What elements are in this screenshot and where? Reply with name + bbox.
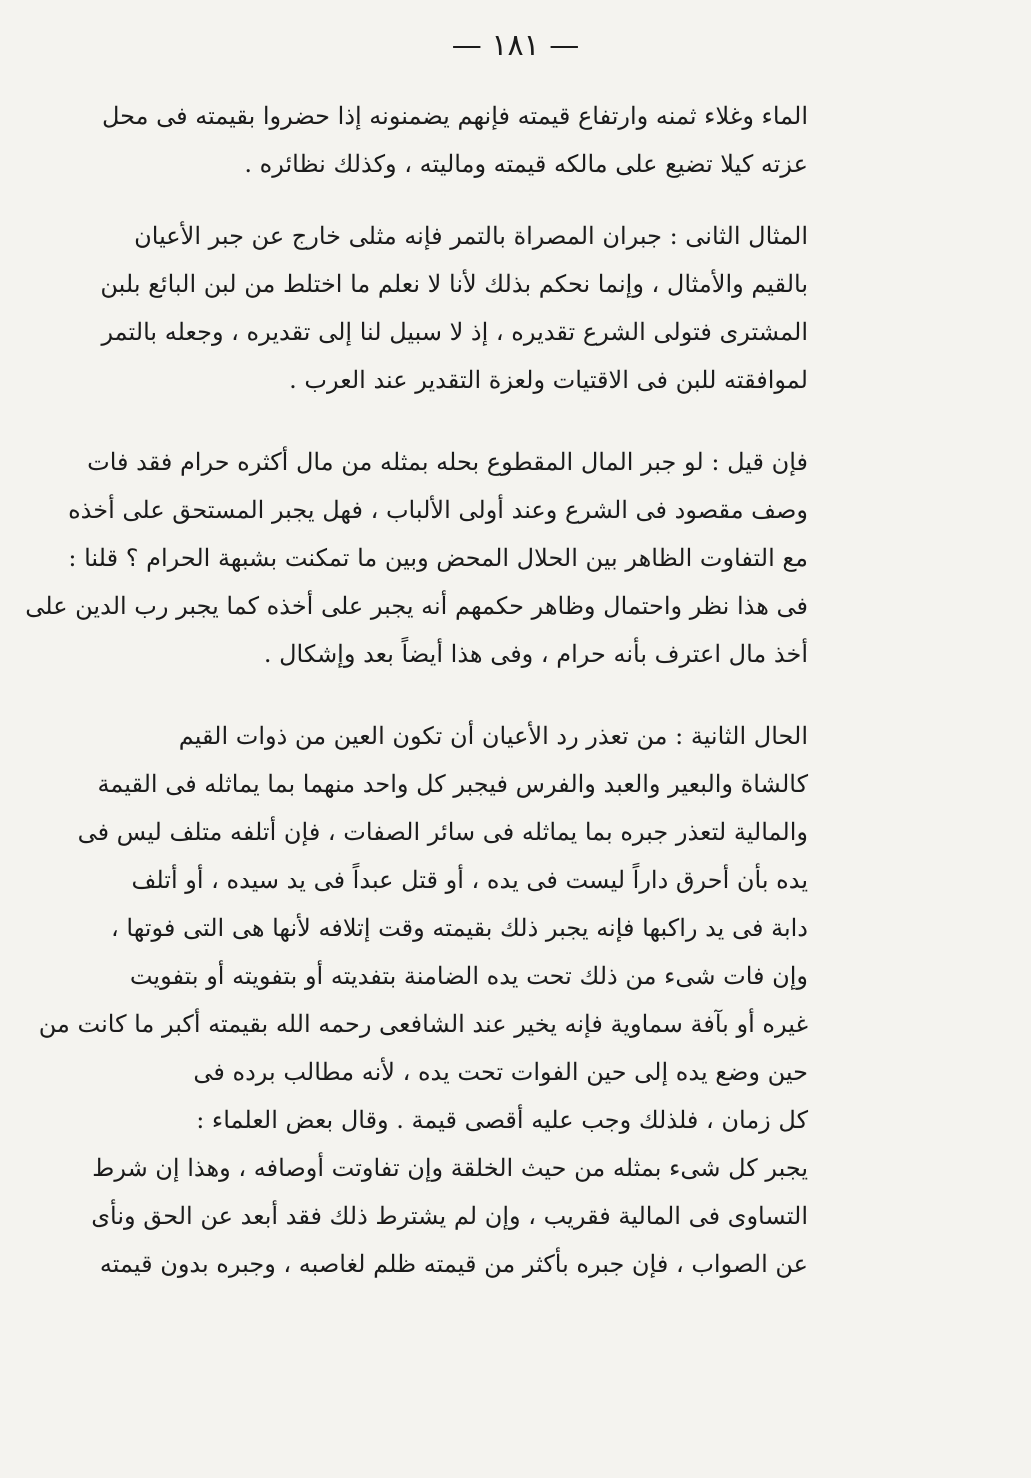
paragraph-4 bbox=[38, 712, 808, 1288]
text-line: عزته كيلا تضيع على مالكه قيمته وماليته ، وكذلك نظائره . bbox=[244, 150, 808, 178]
text-line: وإن فات شىء من ذلك تحت يده الضامنة بتفديته أو بتفويته أو بتفويت bbox=[129, 962, 808, 990]
text-line: لموافقته للبن فى الاقتيات ولعزة التقدير عند العرب . bbox=[289, 366, 808, 394]
text-line: مع التفاوت الظاهر بين الحلال المحض وبين ما تمكنت بشبهة الحرام ؟ قلنا : bbox=[68, 544, 808, 572]
text-line: التساوى فى المالية فقريب ، وإن لم يشترط ذلك فقد أبعد عن الحق ونأى bbox=[91, 1202, 808, 1230]
text-line: غيره أو بآفة سماوية فإنه يخير عند الشافعى رحمه الله بقيمته أكبر ما كانت من bbox=[38, 1010, 808, 1038]
text-line: يده بأن أحرق داراً ليست فى يده ، أو قتل عبداً فى يد سيده ، أو أتلف bbox=[131, 866, 808, 894]
text-line: الحال الثانية : من تعذر رد الأعيان أن تكون العين من ذوات القيم bbox=[178, 722, 808, 750]
text-line: فى هذا نظر واحتمال وظاهر حكمهم أنه يجبر على أخذه كما يجبر رب الدين على bbox=[25, 592, 808, 620]
paragraph-2 bbox=[100, 212, 808, 404]
text-line: المثال الثانى : جبران المصراة بالتمر فإنه مثلى خارج عن جبر الأعيان bbox=[134, 222, 808, 250]
text-line: كل زمان ، فلذلك وجب عليه أقصى قيمة . وقال بعض العلماء : bbox=[196, 1106, 808, 1134]
text-line: دابة فى يد راكبها فإنه يجبر ذلك بقيمته وقت إتلافه لأنها هى التى فوتها ، bbox=[111, 914, 808, 942]
text-line: فإن قيل : لو جبر المال المقطوع بحله بمثله من مال أكثره حرام فقد فات bbox=[87, 448, 808, 476]
page-number: — ١٨١ — bbox=[451, 28, 580, 63]
text-line: كالشاة والبعير والعبد والفرس فيجبر كل واحد منهما بما يماثله فى القيمة bbox=[97, 770, 808, 798]
paragraph-3 bbox=[25, 438, 808, 678]
text-line: والمالية لتعذر جبره بما يماثله فى سائر الصفات ، فإن أتلفه متلف ليس فى bbox=[77, 818, 808, 846]
text-line: حين وضع يده إلى حين الفوات تحت يده ، لأنه مطالب برده فى bbox=[193, 1058, 808, 1086]
text-line: المشترى فتولى الشرع تقديره ، إذ لا سبيل لنا إلى تقديره ، وجعله بالتمر bbox=[101, 318, 808, 346]
text-line: يجبر كل شىء بمثله من حيث الخلقة وإن تفاوتت أوصافه ، وهذا إن شرط bbox=[92, 1154, 808, 1182]
text-line: بالقيم والأمثال ، وإنما نحكم بذلك لأنا لا نعلم ما اختلط من لبن البائع بلبن bbox=[100, 270, 808, 298]
paragraph-1 bbox=[101, 92, 808, 188]
text-line: وصف مقصود فى الشرع وعند أولى الألباب ، فهل يجبر المستحق على أخذه bbox=[68, 496, 808, 524]
text-line: عن الصواب ، فإن جبره بأكثر من قيمته ظلم لغاصبه ، وجبره بدون قيمته bbox=[99, 1250, 808, 1278]
text-line: أخذ مال اعترف بأنه حرام ، وفى هذا أيضاً بعد وإشكال . bbox=[263, 640, 808, 668]
text-line: الماء وغلاء ثمنه وارتفاع قيمته فإنهم يضمنونه إذا حضروا بقيمته فى محل bbox=[101, 102, 808, 130]
